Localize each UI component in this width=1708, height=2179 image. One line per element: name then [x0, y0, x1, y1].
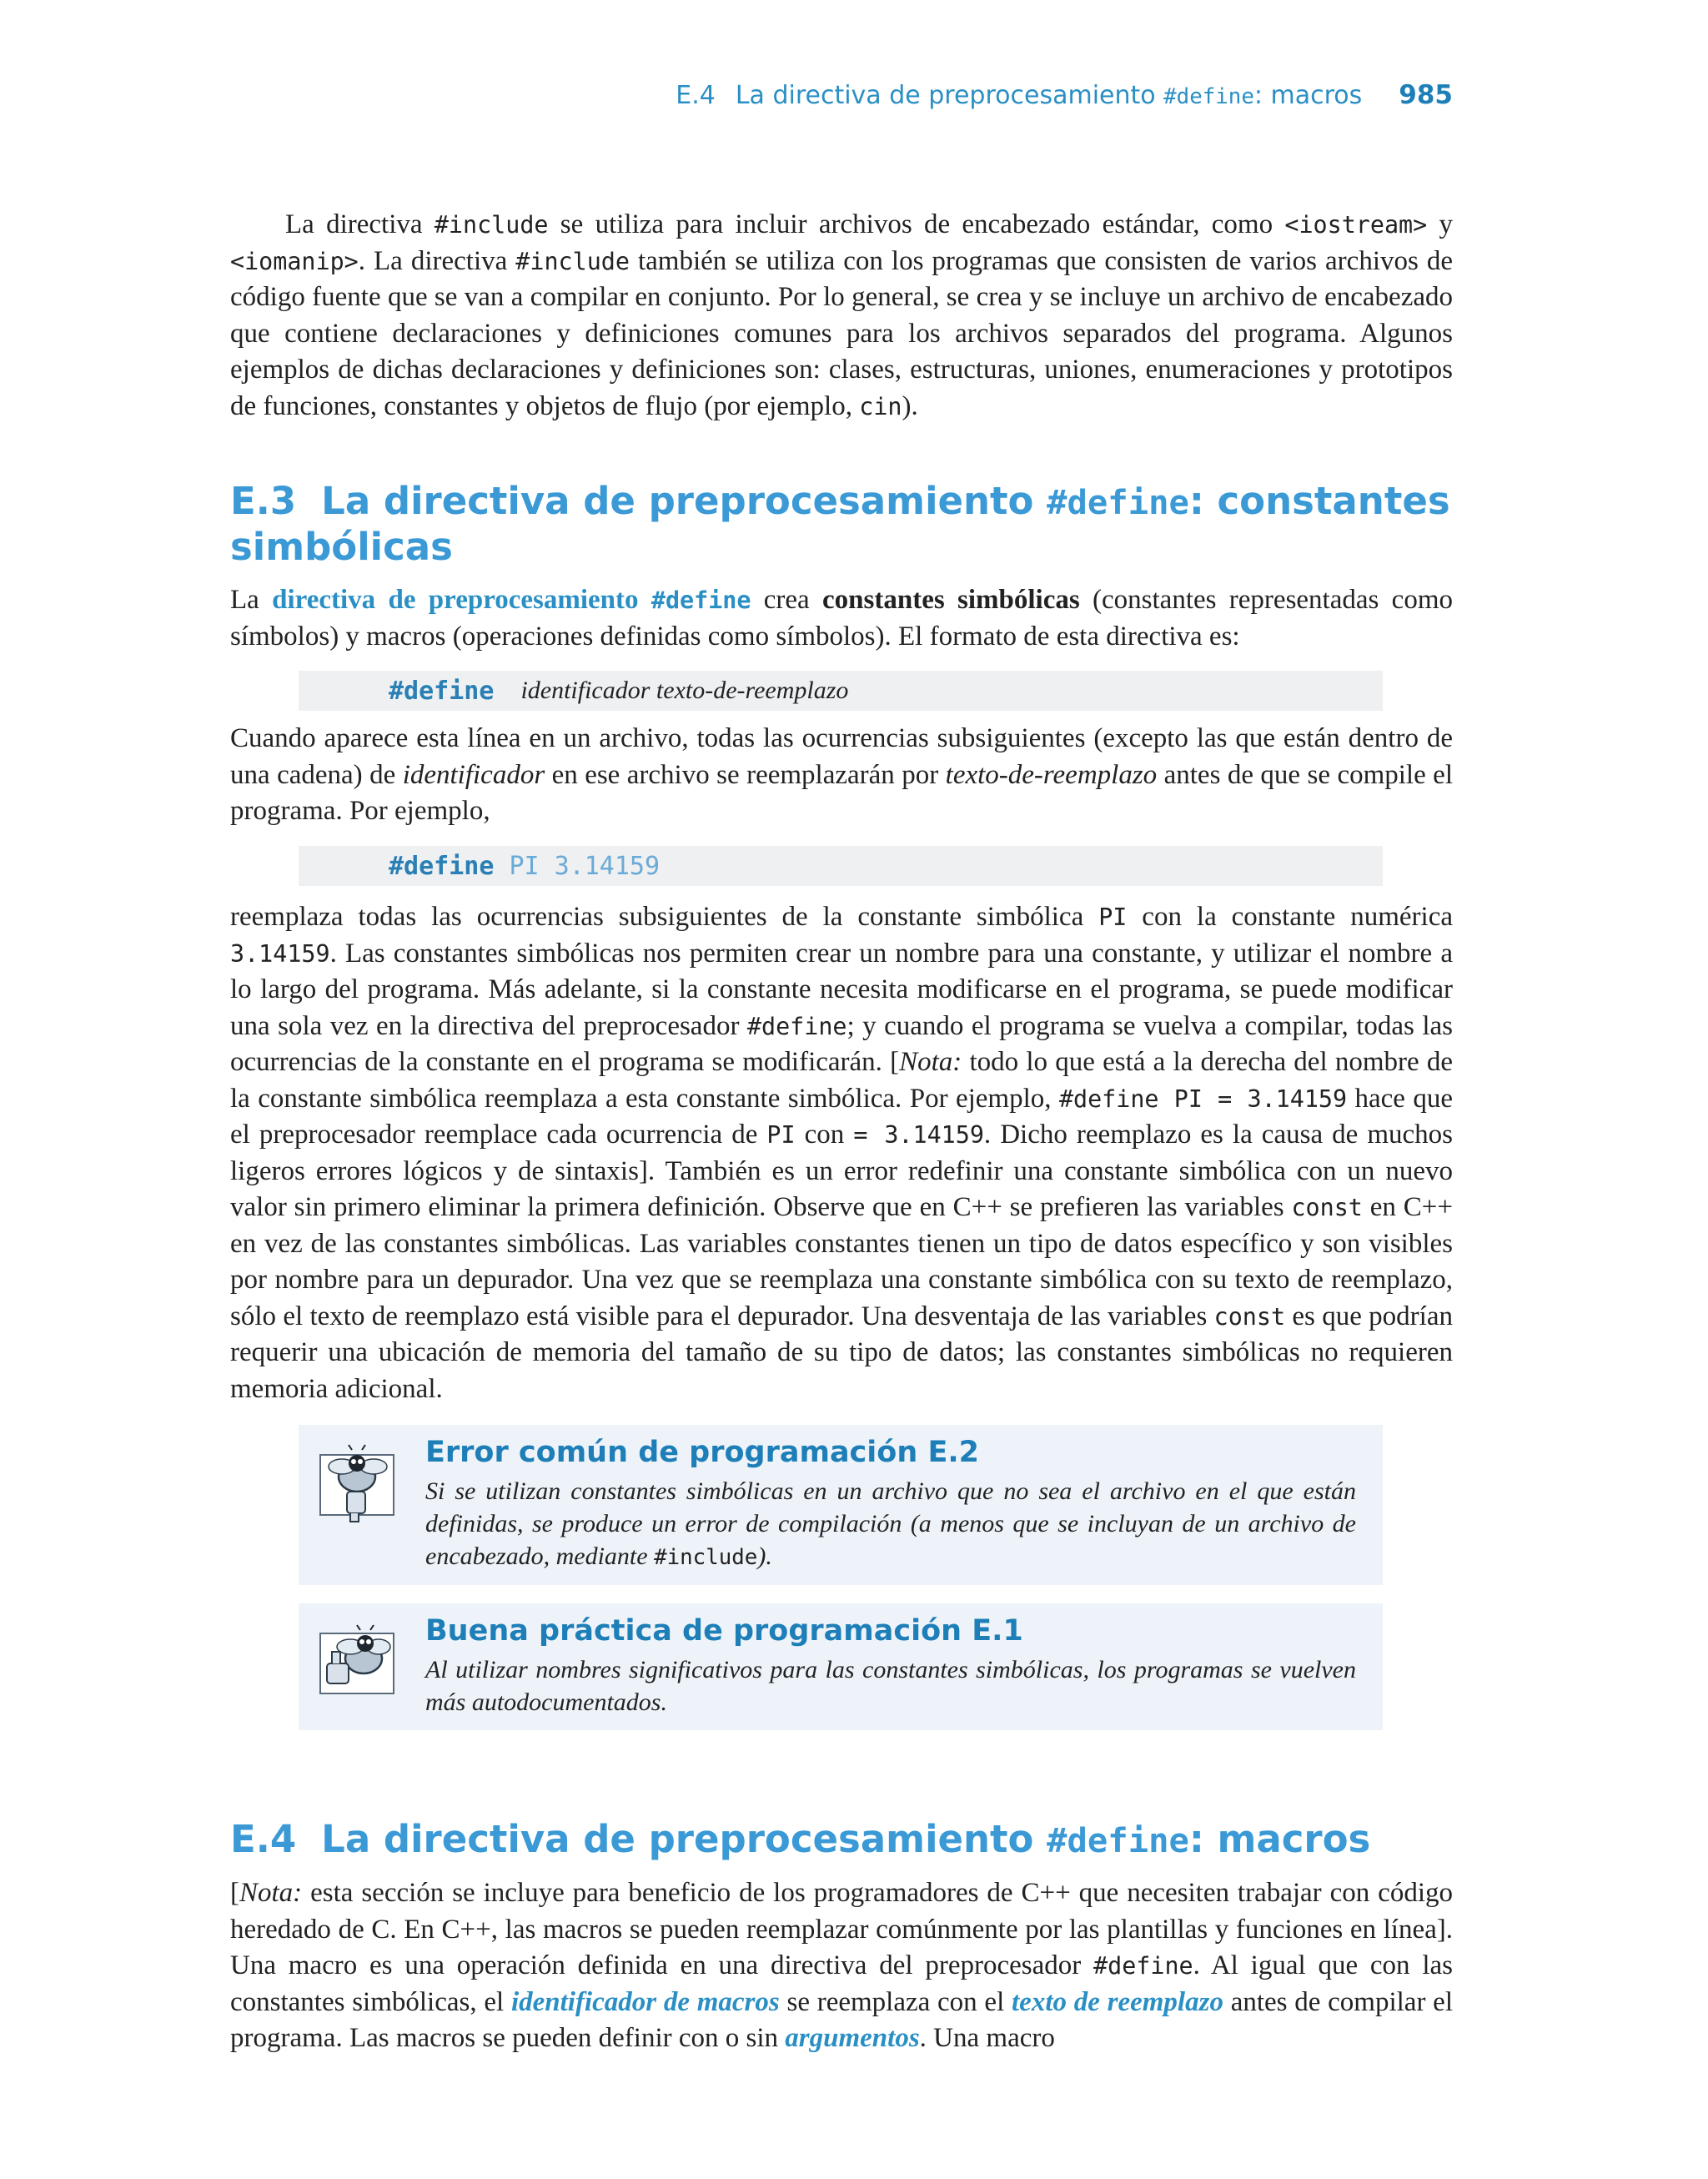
e3-paragraph-2: Cuando aparece esta línea en un archivo, todas las ocurrencias subsiguientes (excepto las que están dentro de una cadena) de identificador en ese archivo se reemplazarán por texto-de-reemplazo antes de que se compile el programa. Por ejemplo, [230, 723, 1453, 826]
e3-paragraph-1: La directiva de preprocesamiento #define crea constantes simbólicas (constantes representadas como símbolos) y macros (operaciones definidas como símbolos). El formato de esta directiva es: [230, 585, 1453, 652]
section-number: E.3 [230, 479, 297, 523]
code-define-syntax [299, 671, 1383, 711]
header-title-code: #define [1163, 84, 1254, 109]
term-texto-reemplazo: texto de reemplazo [1012, 1986, 1223, 2017]
bug-thumbs-down-icon [315, 1443, 399, 1527]
tip-body-good: Al utilizar nombres significativos para las constantes simbólicas, los programas se vuelven más autodocumentados. [425, 1656, 1356, 1716]
bug-thumbs-up-icon [315, 1622, 399, 1705]
intro-paragraph: La directiva #include se utiliza para incluir archivos de encabezado estándar, como <iostream> y <iomanip>. La directiva #include también se utiliza con los programas que consisten de varios archivos de código fuente que se van a compilar en conjunto. Por lo general, se crea y se incluye un archivo de encabezado que contiene declaraciones y definiciones comunes para los archivos separados del programa. Algunos ejemplos de dichas declaraciones y definiciones son: clases, estructuras, uniones, enumeraciones y prototipos de funciones, constantes y objetos de flujo (por ejemplo, cin). [230, 209, 1454, 421]
running-header [651, 80, 1453, 110]
e3-paragraph-3: reemplaza todas las ocurrencias subsiguientes de la constante simbólica PI con la constante numérica 3.14159. Las constantes simbólicas nos permiten crear un nombre para una constante, y utilizar el nombre a lo largo del programa. Más adelante, si la constante necesita modificarse en el programa, se puede modificar una sola vez en la directiva del preprocesador #define; y cuando el programa se vuelva a compilar, todas las ocurrencias de la constante en el programa se modificarán. [Nota: todo lo que está a la derecha del nombre de la constante simbólica reemplaza a esta constante simbólica. Por ejemplo, #define PI = 3.14159 hace que el preprocesador reemplace cada ocurrencia de PI con = 3.14159. Dicho reemplazo es la causa de muchos ligeros errores lógicos y de sintaxis]. También es un error redefinir una constante simbólica con un nuevo valor sin primero eliminar la primera definición. Observe que en C++ se prefieren las variables const en C++ en vez de las constantes simbólicas. Las variables constantes tienen un tipo de datos específico y son visibles por nombre para un depurador. Una vez que se reemplaza una constante simbólica con su texto de reemplazo, sólo el texto de reemplazo está visible para el depurador. Una desventaja de las variables const es que podrían requerir una ubicación de memoria del tamaño de su tipo de datos; las constantes simbólicas no requieren memoria adicional. [230, 902, 1454, 1404]
page-number: 985 [1399, 80, 1453, 110]
code-define-pi [299, 846, 1383, 886]
header-title-text: La directiva de preprocesamiento [735, 81, 1164, 110]
e4-paragraph-1: [Nota: esta sección se incluye para beneficio de los programadores de C++ que necesiten trabajar con código heredado de C. En C++, las macros se pueden reemplazar comúnmente por las plantillas y funciones en línea]. Una macro es una operación definida en una directiva del preprocesador #define. Al igual que con las constantes simbólicas, el identificador de macros se reemplaza con el texto de reemplazo antes de compilar el programa. Las macros se pueden definir con o sin argumentos. Una macro [230, 1878, 1454, 2053]
tip-title-good: Buena práctica de programación E.1 [425, 1614, 1023, 1648]
code-keyword: #define [389, 851, 495, 881]
code-value: PI 3.14159 [509, 851, 661, 881]
header-section-title [736, 81, 1362, 110]
code-arguments: identificador texto-de-reemplazo [520, 677, 849, 704]
term-identificador-macros: identificador de macros [510, 1986, 780, 2017]
term-argumentos: argumentos [785, 2023, 920, 2053]
term-constantes-simbolicas: constantes simbólicas [822, 585, 1080, 615]
code-keyword: #define [389, 676, 495, 706]
tip-box-good-practice [299, 1603, 1383, 1730]
section-number: E.4 [230, 1817, 297, 1861]
tip-title-error: Error común de programación E.2 [425, 1436, 980, 1469]
section-heading-e4: E.4 La directiva de preprocesamiento #define: macros [230, 1817, 1371, 1861]
term-directiva: directiva de preprocesamiento #define [272, 585, 751, 615]
section-heading-e3: E.3 La directiva de preprocesamiento #define: constantes simbólicas [230, 479, 1450, 569]
header-title-text-end: : macros [1253, 81, 1363, 110]
header-section-id: E.4 [676, 81, 716, 110]
tip-box-common-error [299, 1425, 1383, 1585]
tip-body-error: Si se utilizan constantes simbólicas en un archivo que no sea el archivo en el que están definidas, se produce un error de compilación (a menos que se incluyan de un archivo de encabezado, mediante #include). [425, 1477, 1356, 1570]
